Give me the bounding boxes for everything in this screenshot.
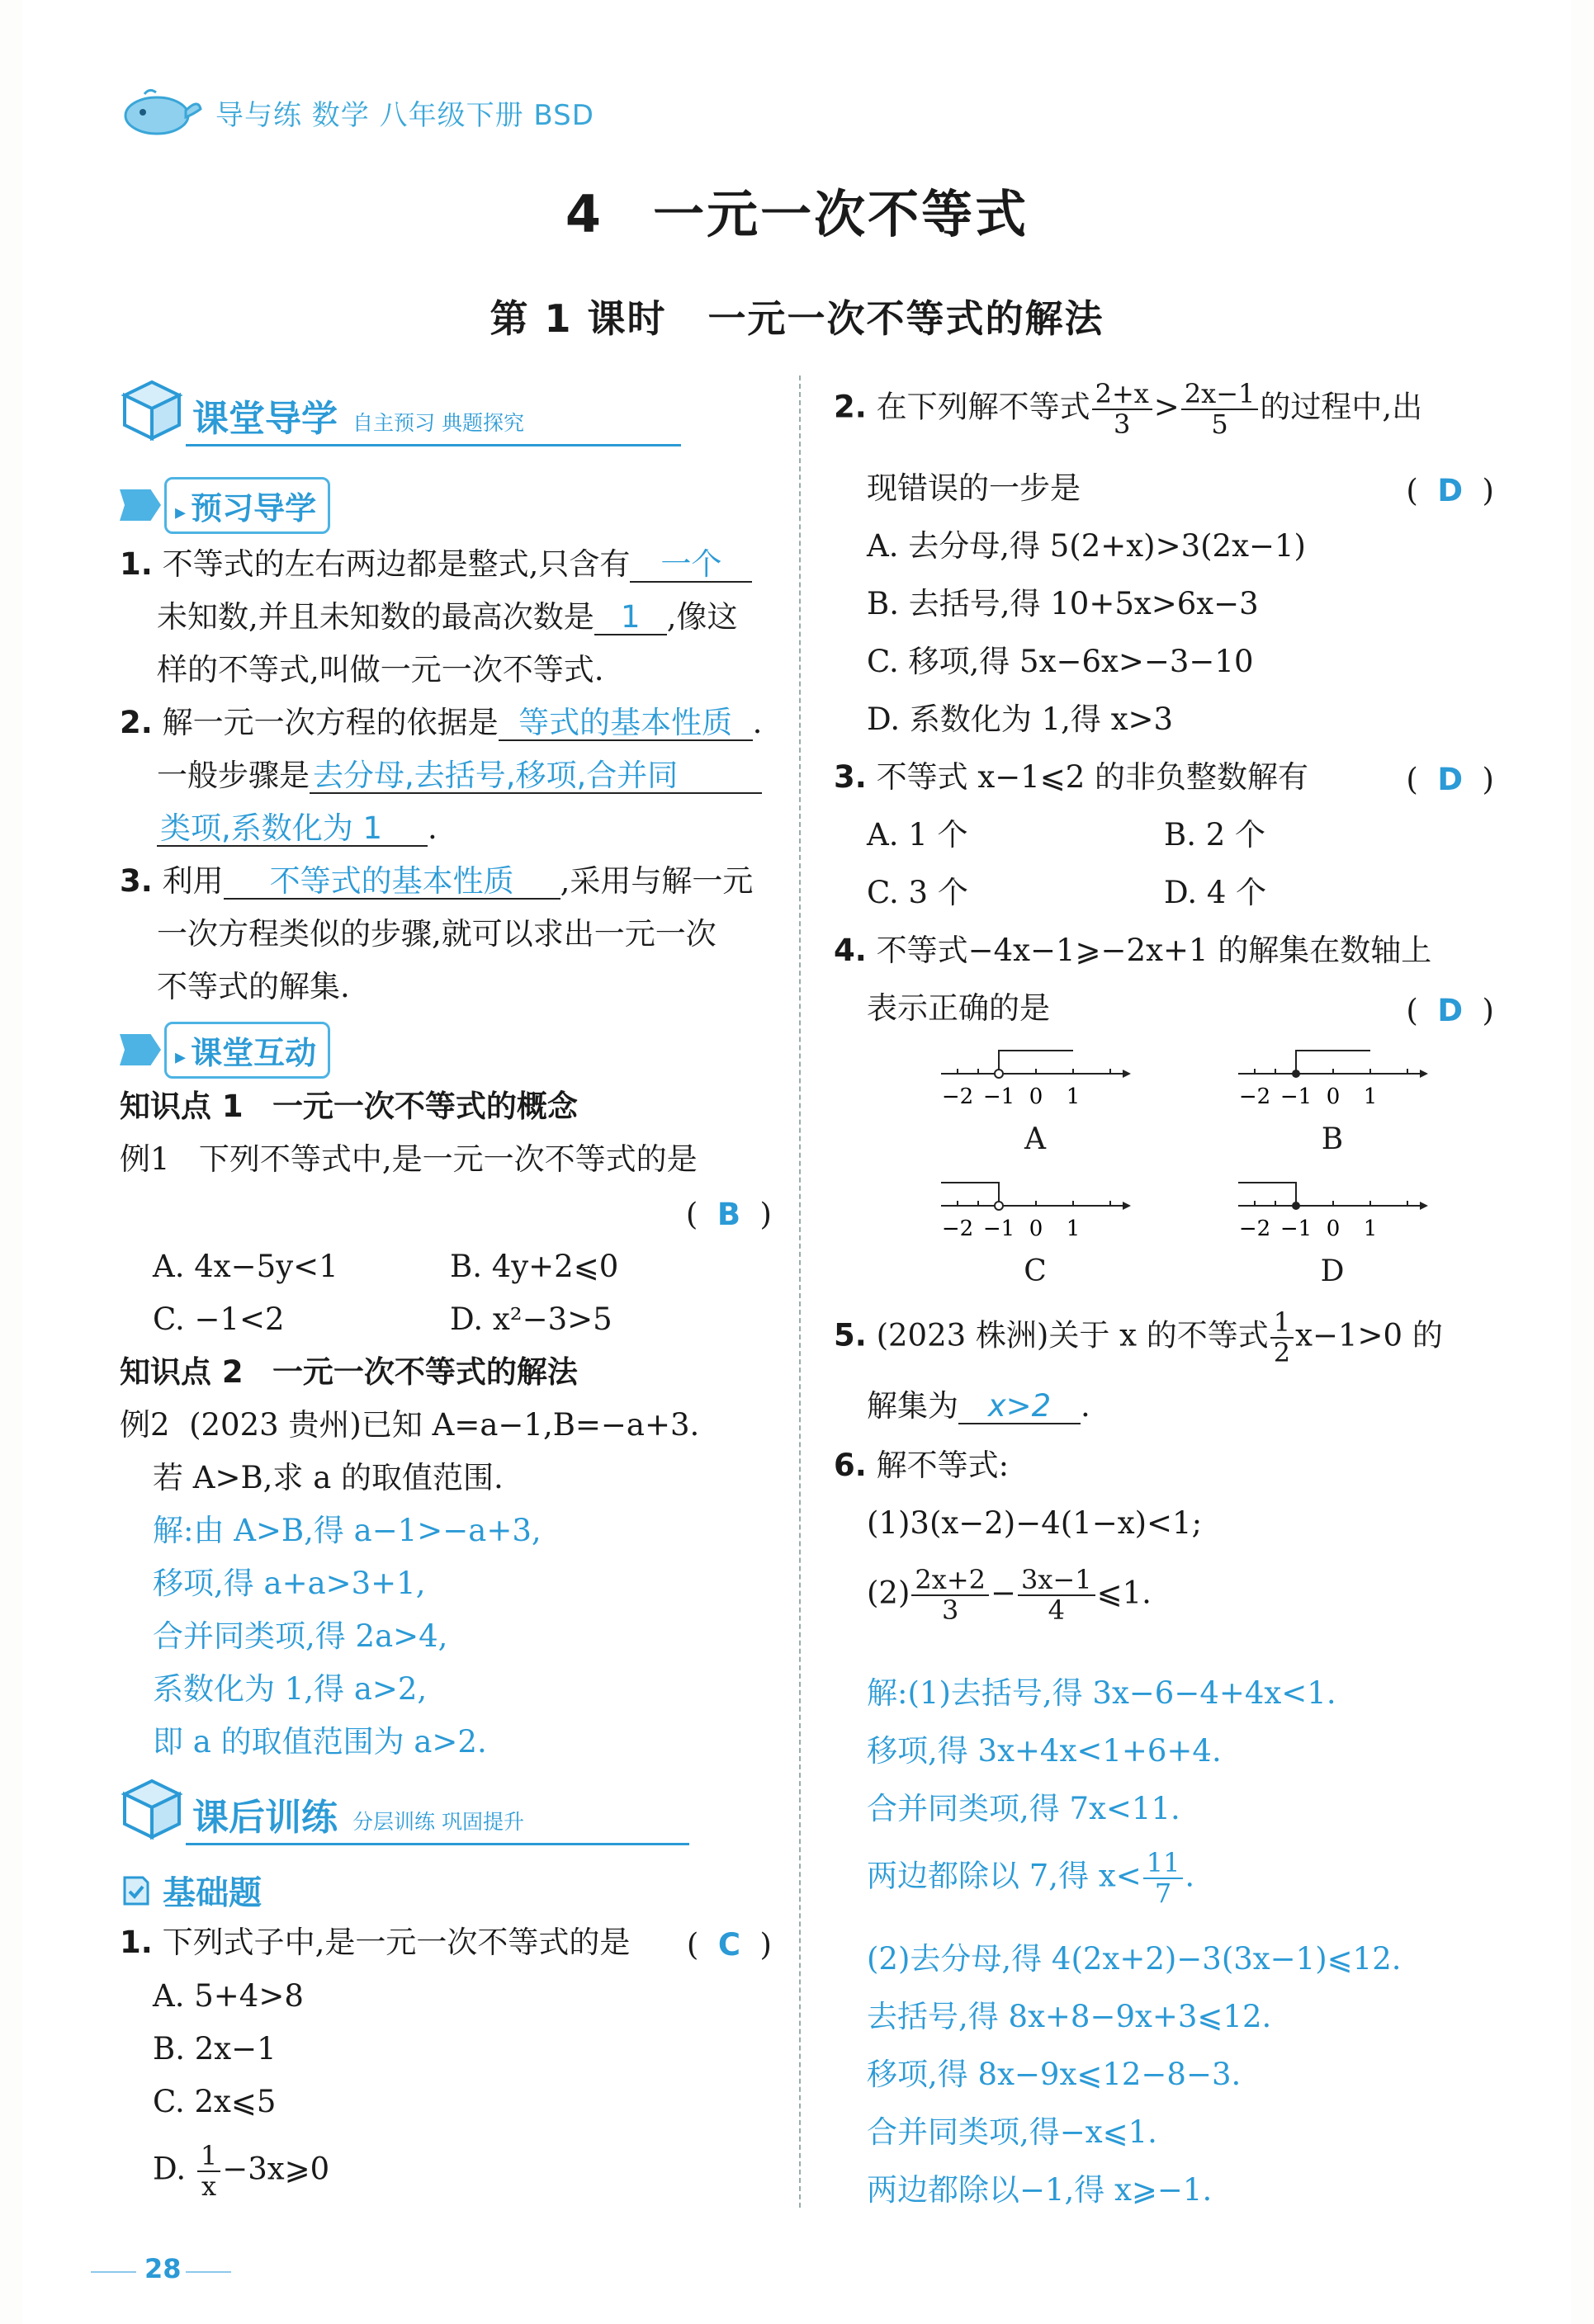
q-number: 2.: [834, 389, 867, 425]
option-d: D. x²−3>5: [450, 1301, 613, 1337]
option-b: B. 4y+2⩽0: [450, 1249, 619, 1284]
q6-part2: [867, 1566, 1152, 1625]
option-d: D. 4 个: [1164, 875, 1267, 910]
preview-tag-box: [164, 477, 330, 534]
denominator: 4: [1048, 1594, 1065, 1627]
q4-answer: ( D ): [1406, 993, 1494, 1028]
solution-line: 合并同类项,得−x⩽1.: [867, 2114, 1157, 2150]
preview-tag: [120, 483, 330, 527]
option-c: C. 3 个: [867, 875, 968, 910]
text: −: [991, 1575, 1017, 1611]
basic-title: 基础题: [163, 1874, 262, 1912]
fraction: [1143, 1849, 1184, 1908]
q-number: 1.: [120, 546, 153, 582]
q2-line2: 现错误的一步是: [867, 470, 1081, 506]
kp-label: 知识点 2: [120, 1354, 244, 1390]
solution-line: 移项,得 a+a>3+1,: [153, 1566, 426, 1601]
option-caption: C: [1024, 1254, 1047, 1288]
interact-tag: [120, 1027, 330, 1072]
option-a: A. 5+4>8: [153, 1978, 304, 2014]
q-number: 3.: [834, 759, 867, 795]
tick-label: −2: [1238, 1216, 1271, 1241]
fill-blank: 类项,系数化为 1: [157, 813, 428, 847]
fraction: [1181, 380, 1259, 439]
answer: B: [717, 1197, 741, 1232]
fill-blank: 1: [594, 602, 667, 635]
fraction: [197, 2142, 220, 2201]
numerator: 2x+2: [911, 1566, 989, 1596]
q5-line1: [834, 1308, 1443, 1367]
tick-label: 1: [1066, 1084, 1081, 1109]
text: ⩽1.: [1096, 1575, 1152, 1611]
solution-line: 合并同类项,得 2a>4,: [153, 1618, 448, 1654]
fill-blank: 等式的基本性质: [499, 707, 753, 741]
option-d: D. 系数化为 1,得 x>3: [867, 701, 1174, 737]
text: 两边都除以 7,得 x<: [867, 1858, 1142, 1894]
after-banner: [120, 1774, 524, 1840]
solution-line: (2)去分母,得 4(2x+2)−3(3x−1)⩽12.: [867, 1941, 1402, 1977]
option-b: B. 2 个: [1164, 817, 1266, 853]
text: 一般步骤是: [157, 758, 310, 793]
number-line-b: [1238, 1044, 1428, 1110]
header-text: 导与练 数学 八年级下册 BSD: [215, 98, 594, 132]
text: >: [1153, 389, 1180, 425]
q3-answer: ( D ): [1406, 762, 1494, 797]
fill-blank: 去分母,去括号,移项,合并同: [310, 760, 762, 794]
section-title-text: 一元一次不等式: [653, 184, 1029, 244]
q6-part1: (1)3(x−2)−4(1−x)<1;: [867, 1505, 1203, 1541]
option-a: A. 1 个: [867, 817, 968, 853]
tick-label: −1: [1279, 1084, 1313, 1109]
tick-label: −1: [982, 1216, 1015, 1241]
numerator: 2x−1: [1181, 380, 1259, 410]
preview-q2-line1: [120, 707, 762, 741]
preview-q3-line1: [120, 863, 754, 900]
cube-icon: [120, 1776, 184, 1840]
option-b: B. 2x−1: [153, 2031, 277, 2067]
lesson-title-text: 一元一次不等式的解法: [707, 296, 1104, 341]
preview-q1-line1: [120, 546, 752, 583]
cube-icon: [120, 377, 184, 442]
text: 不等式 x−1⩽2 的非负整数解有: [876, 759, 1309, 795]
denominator: 5: [1211, 409, 1228, 441]
answer: D: [1437, 762, 1464, 797]
denominator: 7: [1154, 1878, 1172, 1910]
column-divider: [799, 376, 801, 2208]
option-a: A. 4x−5y<1: [153, 1249, 338, 1284]
answer: D: [1437, 993, 1464, 1028]
denominator: 3: [1114, 409, 1131, 441]
q3-line: [834, 759, 1309, 795]
option-caption: A: [1024, 1122, 1046, 1156]
denominator: 3: [942, 1594, 959, 1627]
play-icon: ▸: [175, 499, 187, 525]
text: .: [428, 810, 438, 846]
basic-q1-answer: ( C ): [686, 1927, 772, 1963]
solution-line: 解:由 A>B,得 a−1>−a+3,: [153, 1513, 542, 1548]
page-number: 28: [144, 2253, 182, 2284]
preview-q1-line3: 样的不等式,叫做一元一次不等式.: [157, 652, 604, 687]
tick-label: 0: [1326, 1084, 1341, 1109]
text: 的过程中,出: [1260, 389, 1423, 425]
solution-line: 系数化为 1,得 a>2,: [153, 1671, 428, 1707]
text: ,像这: [666, 599, 738, 635]
page-number-rule: [91, 2271, 136, 2273]
text: 在下列解不等式: [876, 389, 1090, 425]
text: 不等式−4x−1⩾−2x+1 的解集在数轴上: [876, 933, 1432, 968]
lesson-number: 第 1 课时: [490, 296, 667, 341]
denominator: 2: [1273, 1337, 1291, 1369]
guide-banner: [120, 376, 524, 442]
tick-label: 1: [1363, 1084, 1378, 1109]
preview-q2-line2: [157, 760, 762, 794]
tick-label: 0: [1029, 1216, 1043, 1241]
basic-q1: [120, 1927, 630, 1958]
fill-blank: 不等式的基本性质: [224, 866, 561, 900]
tick-label: 1: [1066, 1216, 1081, 1241]
tick-label: −1: [982, 1084, 1015, 1109]
guide-banner-title: 课堂导学: [192, 398, 338, 440]
q4-line2: 表示正确的是: [867, 990, 1050, 1026]
preview-q1-line2: [157, 599, 738, 635]
page-number-rule: [186, 2271, 231, 2273]
tick-label: −2: [941, 1216, 974, 1241]
option-caption: B: [1321, 1122, 1344, 1156]
tick-label: −2: [1238, 1084, 1271, 1109]
q-number: 6.: [834, 1448, 867, 1483]
solution-line: 合并同类项,得 7x<11.: [867, 1791, 1180, 1826]
text: (2): [867, 1575, 911, 1611]
q2-line1: [834, 380, 1422, 439]
answer: C: [717, 1927, 741, 1963]
lesson-title: [0, 289, 1594, 343]
play-icon: ▸: [175, 1044, 187, 1070]
numerator: 2+x: [1092, 380, 1152, 410]
text: 不等式的左右两边都是整式,只含有: [162, 546, 631, 582]
text: −3x⩾0: [222, 2151, 330, 2187]
text: .: [752, 705, 763, 740]
numerator: 3x−1: [1018, 1566, 1095, 1596]
tag-arrow-icon: [120, 489, 161, 521]
header: [120, 83, 594, 142]
after-banner-subtitle: 分层训练 巩固提升: [352, 1810, 524, 1834]
option-d: [153, 2142, 329, 2201]
kp2-heading: [120, 1354, 578, 1390]
q2-answer: ( D ): [1406, 473, 1494, 508]
text: (2023 贵州)已知 A=a−1,B=−a+3.: [189, 1407, 700, 1443]
tick-label: −1: [1279, 1216, 1313, 1241]
numerator: 1: [197, 2142, 220, 2172]
preview-q3-line3: 不等式的解集.: [157, 969, 350, 1004]
option-b: B. 去括号,得 10+5x>6x−3: [867, 586, 1259, 621]
section-number: 4: [565, 184, 604, 244]
numerator: 1: [1270, 1308, 1294, 1339]
q-number: 2.: [120, 705, 153, 740]
option-c: C. 移项,得 5x−6x>−3−10: [867, 644, 1254, 679]
kp1-heading: [120, 1091, 578, 1122]
text: x−1>0 的: [1295, 1317, 1443, 1353]
interact-tag-label: 课堂互动: [191, 1034, 317, 1071]
denominator: x: [201, 2170, 217, 2203]
fraction: [1270, 1308, 1294, 1367]
kp-title: 一元一次不等式的概念: [272, 1089, 578, 1124]
example1-question: [120, 1141, 698, 1177]
preview-q2-line3: [157, 810, 438, 847]
tick-label: 1: [1363, 1216, 1378, 1241]
fraction: [911, 1566, 989, 1625]
q-number: 4.: [834, 933, 867, 968]
text: .: [1185, 1858, 1195, 1894]
q6-line1: [834, 1450, 1009, 1481]
preview-tag-label: 预习导学: [191, 489, 317, 527]
guide-banner-subtitle: 自主预习 典题探究: [352, 411, 524, 435]
example-label: 例1: [120, 1141, 170, 1177]
option-c: C. −1<2: [153, 1301, 285, 1337]
text: 利用: [162, 863, 224, 899]
solution-line: 移项,得 3x+4x<1+6+4.: [867, 1733, 1222, 1769]
solution-line: 移项,得 8x−9x⩽12−8−3.: [867, 2057, 1242, 2092]
example2-question-line2: 若 A>B,求 a 的取值范围.: [153, 1460, 504, 1495]
solution-line: 解:(1)去括号,得 3x−6−4+4x<1.: [867, 1675, 1336, 1711]
section-title: [0, 173, 1594, 247]
tag-arrow-icon: [120, 1034, 161, 1065]
q-number: 3.: [120, 863, 153, 899]
basic-heading: [120, 1867, 262, 1914]
kp-title: 一元一次不等式的解法: [272, 1354, 578, 1390]
text: D.: [153, 2151, 187, 2187]
whale-logo-icon: [120, 86, 202, 139]
text: 解集为: [867, 1388, 958, 1424]
text: 下列式子中,是一元一次不等式的是: [162, 1925, 631, 1960]
q5-line2: [867, 1388, 1090, 1424]
banner-underline: [186, 1843, 689, 1845]
fraction: [1018, 1566, 1095, 1625]
preview-q3-line2: 一次方程类似的步骤,就可以求出一元一次: [157, 916, 717, 952]
tick-label: 0: [1326, 1216, 1341, 1241]
numerator: 11: [1143, 1849, 1184, 1879]
kp-label: 知识点 1: [120, 1089, 244, 1124]
text: 下列不等式中,是一元一次不等式的是: [198, 1141, 698, 1177]
interact-tag-box: [164, 1022, 330, 1079]
text: .: [1081, 1388, 1090, 1424]
solution-line: 两边都除以−1,得 x⩾−1.: [867, 2172, 1213, 2208]
text: 未知数,并且未知数的最高次数是: [157, 599, 594, 635]
example2-question: [120, 1407, 700, 1443]
number-line-c: [941, 1176, 1131, 1242]
option-caption: D: [1320, 1254, 1345, 1288]
text: ,采用与解一元: [560, 863, 754, 899]
example-label: 例2: [120, 1407, 170, 1443]
number-line-d: [1238, 1176, 1428, 1242]
fill-blank: 一个: [630, 549, 752, 583]
q-number: 5.: [834, 1317, 867, 1353]
option-c: C. 2x⩽5: [153, 2084, 277, 2119]
fraction: [1092, 380, 1152, 439]
text: 解不等式:: [876, 1448, 1010, 1483]
option-a: A. 去分母,得 5(2+x)>3(2x−1): [867, 528, 1306, 564]
tick-label: −2: [941, 1084, 974, 1109]
q4-line1: [834, 935, 1431, 966]
banner-underline: [186, 444, 681, 446]
q-number: 1.: [120, 1925, 153, 1960]
solution-line: 即 a 的取值范围为 a>2.: [153, 1724, 487, 1760]
solution-line: [867, 1849, 1194, 1908]
example1-answer: ( B ): [685, 1197, 772, 1232]
check-badge-icon: [120, 1874, 153, 1907]
number-line-a: [941, 1044, 1131, 1110]
fill-blank: x>2: [958, 1391, 1081, 1424]
after-banner-title: 课后训练: [192, 1797, 338, 1839]
text: (2023 株洲)关于 x 的不等式: [876, 1317, 1269, 1353]
tick-label: 0: [1029, 1084, 1043, 1109]
text: 解一元一次方程的依据是: [162, 705, 499, 740]
solution-line: 去括号,得 8x+8−9x+3⩽12.: [867, 1999, 1272, 2034]
answer: D: [1437, 473, 1464, 508]
